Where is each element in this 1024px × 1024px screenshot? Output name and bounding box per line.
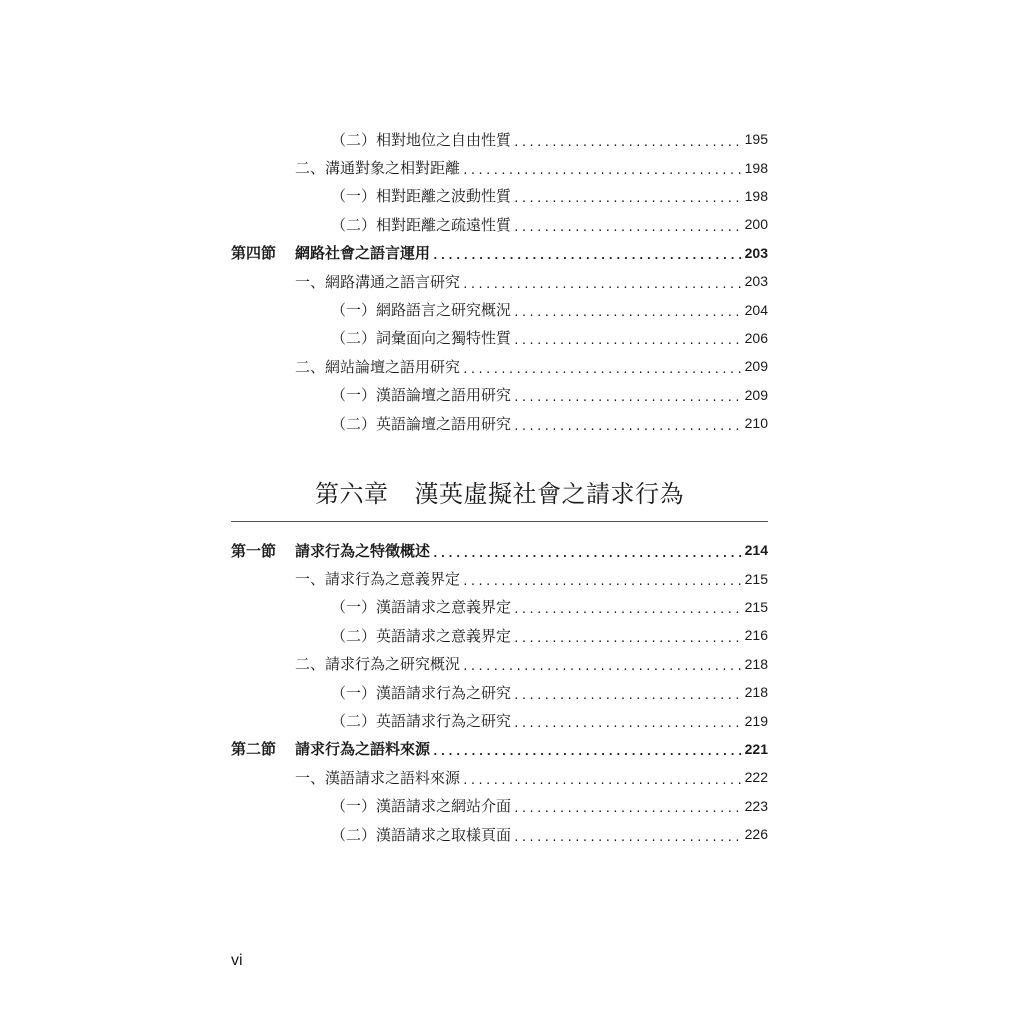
dot-leader	[462, 363, 743, 376]
toc-page-number: 209	[744, 358, 768, 375]
dot-leader	[462, 575, 743, 588]
toc-page-number: 226	[744, 826, 768, 843]
dot-leader	[513, 689, 743, 702]
toc-section-entry	[231, 735, 768, 763]
toc-page-number: 206	[744, 329, 768, 346]
toc-page-number: 218	[744, 655, 768, 672]
toc-page-number: 221	[744, 740, 768, 757]
toc-entry	[231, 153, 768, 181]
toc-entry-label	[295, 653, 460, 674]
toc-entry-title: （二）英語請求之意義界定	[331, 626, 512, 645]
toc-entry-label	[331, 710, 511, 731]
toc-page-number: 210	[744, 415, 768, 432]
toc-entry-title: （二）相對距離之疏遠性質	[331, 215, 512, 234]
toc-entry-title: （一）網路語言之研究概況	[331, 301, 512, 320]
dot-leader	[513, 603, 743, 616]
toc-page-number: 198	[744, 159, 768, 176]
dot-leader	[513, 306, 743, 319]
toc-entry	[231, 650, 768, 678]
toc-entry-title: 二、請求行為之研究概況	[295, 655, 461, 674]
toc-entry	[231, 593, 768, 621]
toc-entry-label	[331, 185, 511, 206]
toc-entry-label	[295, 157, 460, 178]
toc-page-number: 203	[744, 244, 768, 261]
toc-section-number: 第一節	[231, 541, 277, 560]
toc-list-bottom	[231, 536, 768, 848]
toc-entry-title: （二）相對地位之自由性質	[331, 130, 512, 149]
toc-entry	[231, 564, 768, 592]
toc-entry-label	[331, 299, 511, 320]
toc-entry	[231, 820, 768, 848]
dot-leader	[462, 164, 743, 177]
toc-entry-title: （二）漢語請求之取樣頁面	[331, 825, 512, 844]
toc-section-entry	[231, 536, 768, 564]
toc-entry-label	[331, 596, 511, 617]
toc-entry-label	[295, 356, 460, 377]
page-number: vi	[231, 952, 243, 969]
toc-page-number: 203	[744, 273, 768, 290]
toc-entry-label	[295, 271, 460, 292]
toc-page-number: 215	[744, 570, 768, 587]
toc-entry	[231, 324, 768, 352]
dot-leader	[432, 249, 743, 262]
toc-entry-title: 請求行為之特徵概述	[295, 541, 431, 560]
toc-entry-title: 一、請求行為之意義界定	[295, 570, 461, 589]
dot-leader	[513, 632, 743, 645]
toc-entry-title: 一、網路溝通之語言研究	[295, 272, 461, 291]
toc-entry	[231, 267, 768, 295]
toc-page-number: 195	[744, 131, 768, 148]
dot-leader	[513, 136, 743, 149]
dot-leader	[462, 278, 743, 291]
toc-entry	[231, 621, 768, 649]
toc-section-entry	[231, 239, 768, 267]
toc-page-number: 215	[744, 598, 768, 615]
dot-leader	[513, 420, 743, 433]
dot-leader	[513, 192, 743, 205]
toc-entry	[231, 352, 768, 380]
toc-section-number: 第四節	[231, 244, 277, 263]
toc-page-number: 214	[744, 542, 768, 559]
toc-entry-label	[331, 625, 511, 646]
chapter-number: 第六章	[315, 480, 389, 508]
toc-entry	[231, 792, 768, 820]
toc-entry-label	[331, 384, 511, 405]
toc-page-number: 219	[744, 712, 768, 729]
toc-entry-title: （一）漢語論壇之語用研究	[331, 386, 512, 405]
toc-entry-label	[331, 214, 511, 235]
toc-entry-title: （一）漢語請求之意義界定	[331, 598, 512, 617]
dot-leader	[513, 717, 743, 730]
dot-leader	[432, 745, 743, 758]
toc-page-number: 216	[744, 627, 768, 644]
dot-leader	[513, 802, 743, 815]
toc-entry-title: （一）漢語請求行為之研究	[331, 683, 512, 702]
toc-entry-title: （一）相對距離之波動性質	[331, 187, 512, 206]
dot-leader	[432, 547, 743, 560]
toc-entry-label	[331, 682, 511, 703]
toc-entry-label	[231, 540, 430, 561]
toc-entry-title: （一）漢語請求之網站介面	[331, 797, 512, 816]
toc-entry-label	[295, 568, 460, 589]
toc-entry-label	[331, 413, 511, 434]
toc-entry	[231, 182, 768, 210]
dot-leader	[513, 221, 743, 234]
toc-entry-label	[331, 824, 511, 845]
toc-page-number: 209	[744, 386, 768, 403]
toc-entry-label	[331, 795, 511, 816]
toc-entry	[231, 210, 768, 238]
toc-page-number: 222	[744, 769, 768, 786]
toc-page-number: 200	[744, 216, 768, 233]
toc-entry	[231, 295, 768, 323]
toc-entry	[231, 706, 768, 734]
toc-entry-title: （二）英語請求行為之研究	[331, 712, 512, 731]
toc-page-number: 204	[744, 301, 768, 318]
toc-entry-label	[331, 327, 511, 348]
toc-entry-title: 二、溝通對象之相對距離	[295, 159, 461, 178]
toc-section-number: 第二節	[231, 740, 277, 759]
toc-entry-title: 網路社會之語言運用	[295, 244, 431, 263]
toc-entry-title: 二、網站論壇之語用研究	[295, 357, 461, 376]
dot-leader	[513, 831, 743, 844]
toc-entry	[231, 763, 768, 791]
dot-leader	[462, 660, 743, 673]
toc-entry-title: 請求行為之語料來源	[295, 740, 431, 759]
toc-entry-title: 一、漢語請求之語料來源	[295, 768, 461, 787]
dot-leader	[513, 334, 743, 347]
chapter-title: 漢英虛擬社會之請求行為	[414, 480, 684, 508]
toc-entry	[231, 381, 768, 409]
dot-leader	[462, 774, 743, 787]
chapter-divider	[231, 521, 768, 522]
toc-entry-label	[295, 767, 460, 788]
toc-list-top	[231, 125, 768, 437]
toc-page-number: 218	[744, 684, 768, 701]
toc-page-number: 198	[744, 187, 768, 204]
toc-entry-label	[231, 738, 430, 759]
dot-leader	[513, 391, 743, 404]
toc-page-number: 223	[744, 797, 768, 814]
toc-entry-title: （二）英語論壇之語用研究	[331, 414, 512, 433]
chapter-heading	[231, 474, 768, 509]
toc-entry	[231, 125, 768, 153]
toc-entry-title: （二）詞彙面向之獨特性質	[331, 329, 512, 348]
toc-entry	[231, 409, 768, 437]
toc-entry-label	[231, 242, 430, 263]
toc-entry-label	[331, 129, 511, 150]
toc-entry	[231, 678, 768, 706]
